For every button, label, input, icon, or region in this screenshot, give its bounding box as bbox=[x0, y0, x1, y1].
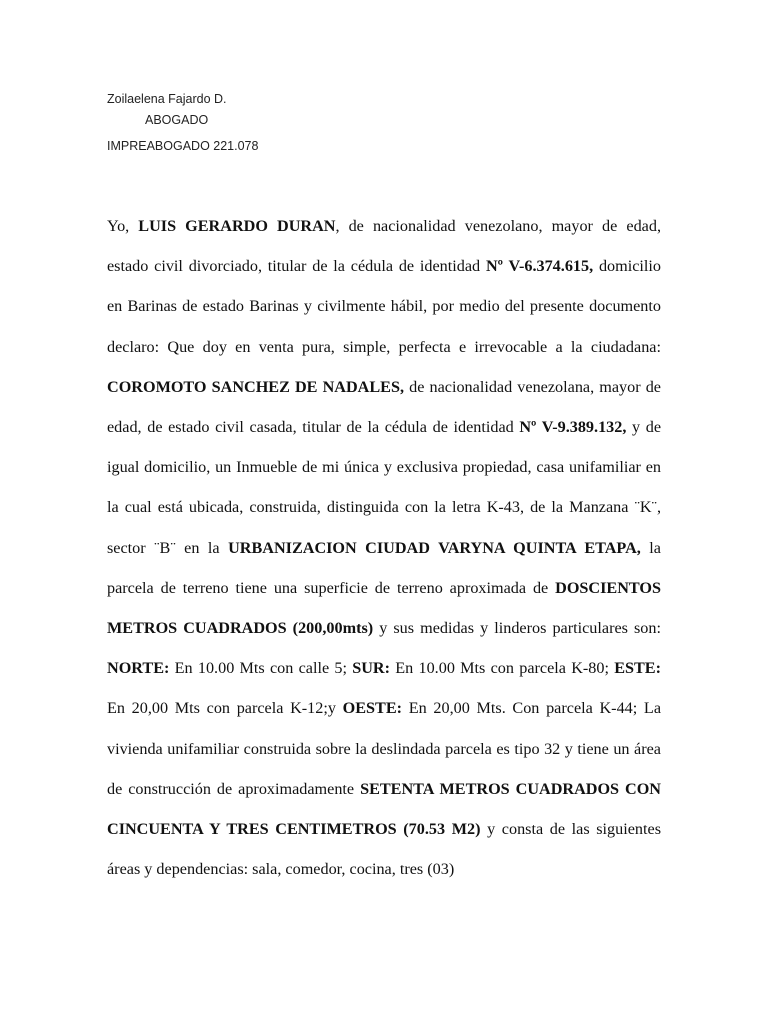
text-segment: y sus medidas y linderos particulares son: bbox=[373, 619, 661, 638]
seller-id-number: Nº V-6.374.615, bbox=[485, 257, 594, 276]
boundary-west-label: OESTE: bbox=[342, 699, 403, 718]
text-segment: de nacionalidad venezolana, mayor de edad, de estado civil casada, titular de la cédula de identidad bbox=[107, 377, 661, 437]
text-segment: domicilio en Barinas de estado Barinas y civilmente hábil, por medio del presente documento declaro: Que doy en venta pura, simple, perfecta e irrevocable a la ciudadana: bbox=[107, 257, 661, 356]
text-segment: En 20,00 Mts. Con parcela K-44; La vivienda unifamiliar construida sobre la deslindada parcela es tipo 32 y tiene un área de construcción de aproximadamente bbox=[107, 699, 662, 798]
sale-declaration-paragraph bbox=[107, 206, 661, 889]
text-segment: y consta de las siguientes áreas y dependencias: sala, comedor, cocina, tres (03) bbox=[107, 820, 661, 879]
boundary-south-label: SUR: bbox=[352, 659, 391, 678]
text-segment: En 20,00 Mts con parcela K-12;y bbox=[107, 699, 343, 718]
lawyer-registration: IMPREABOGADO 221.078 bbox=[107, 139, 259, 153]
construction-area: SETENTA METROS CUADRADOS CON CINCUENTA Y TRES CENTIMETROS (70.53 M2) bbox=[107, 779, 661, 839]
lawyer-title: ABOGADO bbox=[145, 113, 209, 127]
seller-name: LUIS GERARDO DURAN bbox=[138, 217, 336, 235]
buyer-name: COROMOTO SANCHEZ DE NADALES, bbox=[107, 377, 404, 396]
boundary-north-label: NORTE: bbox=[107, 659, 170, 678]
text-segment: , de nacionalidad venezolano, mayor de edad, estado civil divorciado, titular de la cédula de identidad bbox=[107, 217, 661, 276]
buyer-id-number: Nº V-9.389.132, bbox=[519, 418, 627, 437]
land-area: DOSCIENTOS METROS CUADRADOS (200,00mts) bbox=[107, 578, 661, 638]
boundary-east-label: ESTE: bbox=[614, 659, 661, 678]
text-segment: En 10.00 Mts con parcela K-80; bbox=[390, 659, 615, 678]
urbanization-name: URBANIZACION CIUDAD VARYNA QUINTA ETAPA, bbox=[228, 538, 641, 557]
text-segment: la parcela de terreno tiene una superficie de terreno aproximada de bbox=[107, 538, 661, 597]
text-segment: En 10.00 Mts con calle 5; bbox=[169, 659, 353, 678]
lawyer-name: Zoilaelena Fajardo D. bbox=[107, 92, 227, 106]
text-segment: y de igual domicilio, un Inmueble de mi única y exclusiva propiedad, casa unifamiliar en la cual está ubicada, construida, distinguida con la letra K-43, de la Manzana ¨K¨, sector ¨B¨ en la bbox=[107, 418, 662, 557]
text-segment: Yo, bbox=[107, 217, 139, 235]
